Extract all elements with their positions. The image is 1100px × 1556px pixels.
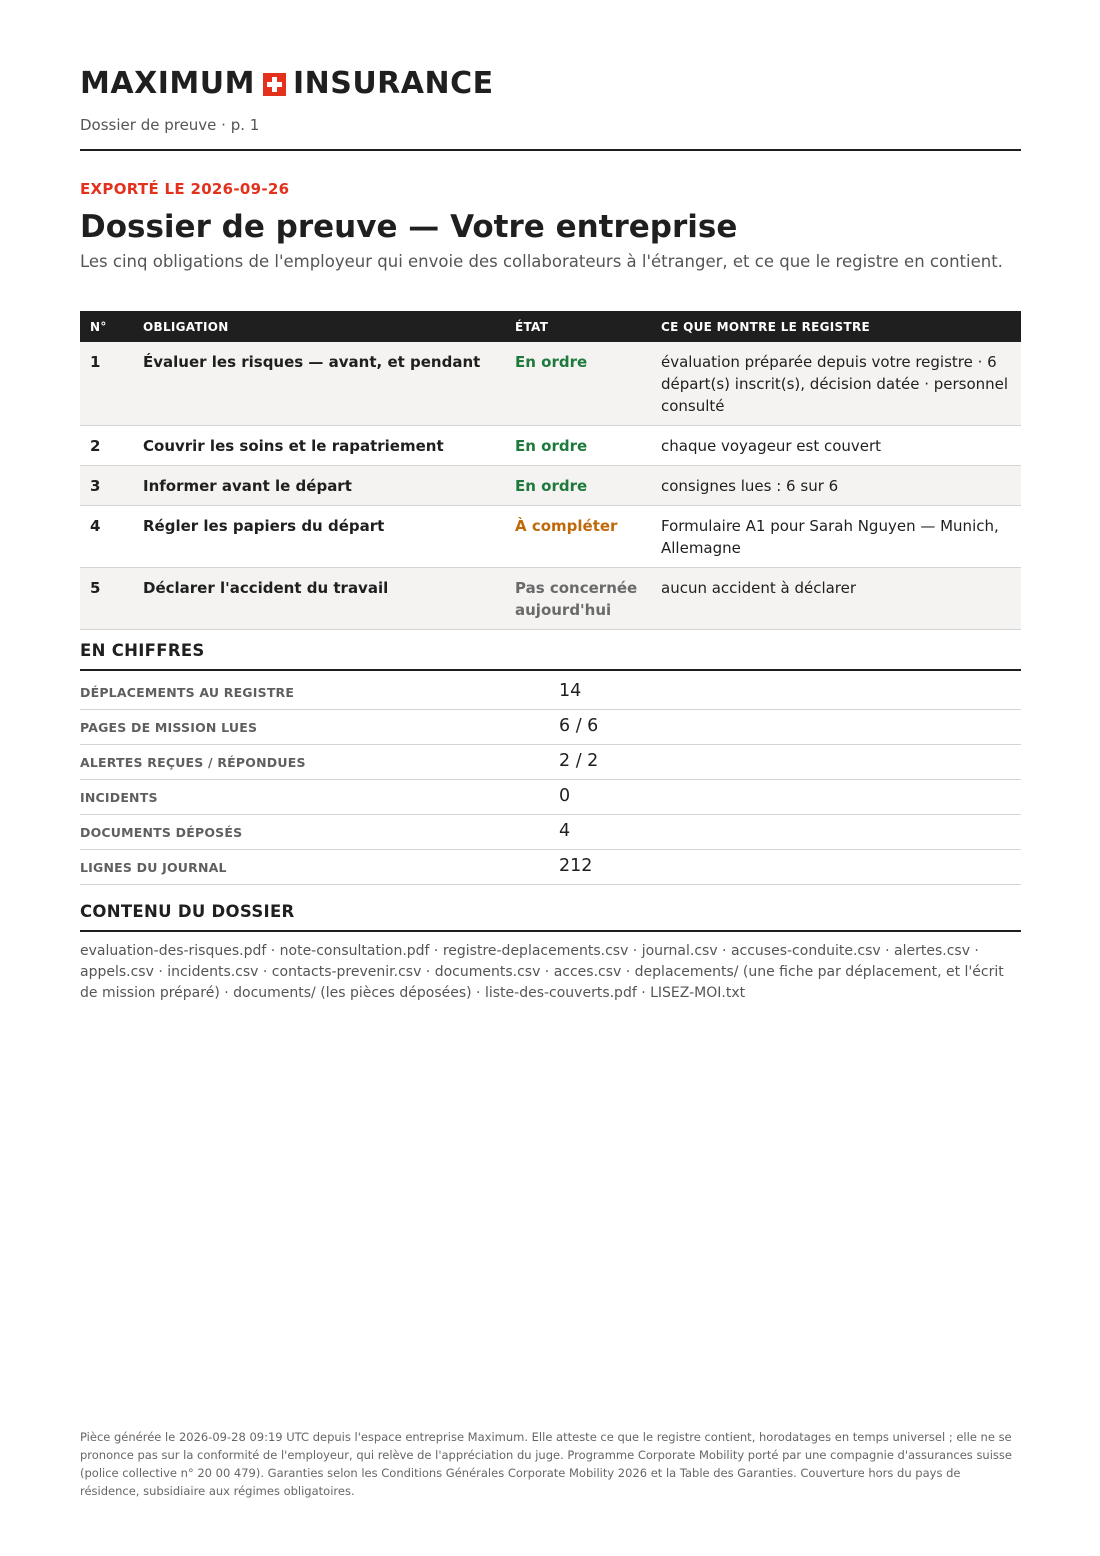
list-item: [80, 780, 1021, 815]
stat-value: 6 / 6: [559, 716, 599, 736]
header-divider: [80, 149, 1021, 151]
footer-legal-note: Pièce générée le 2026-09-28 09:19 UTC depuis l'espace entreprise Maximum. Elle atteste ce que le registre contient, horodatages en temps universel ; elle ne se prononce pas sur la conformité de l'employeur, qui relève de l'appréciation du juge. Programme Corporate Mobility porté par une compagnie d'assurances suisse (police collective n° 20 00 479). Garanties selon les Conditions Générales Corporate Mobility 2026 et la Table des Garanties. Couverture hors du pays de résidence, subsidiaire aux régimes obligatoires.: [80, 1430, 1012, 1498]
row-detail: évaluation préparée depuis votre registre · 6 départ(s) inscrit(s), décision datée · personnel consulté: [651, 342, 1021, 426]
list-item: [80, 675, 1021, 710]
column-header-number: N°: [80, 311, 133, 342]
obligations-table: [80, 311, 1021, 630]
stat-label: PAGES DE MISSION LUES: [80, 720, 258, 735]
stat-label: INCIDENTS: [80, 790, 158, 805]
page-title: Dossier de preuve — Votre entreprise: [80, 209, 738, 245]
status-badge: En ordre: [505, 342, 651, 426]
table-row: [80, 506, 1021, 568]
figures-heading: EN CHIFFRES: [80, 641, 205, 660]
intro-text: Les cinq obligations de l'employeur qui envoie des collaborateurs à l'étranger, et ce que le registre en contient.: [80, 252, 1003, 271]
table-row: [80, 426, 1021, 466]
figures-list: [80, 675, 1021, 885]
column-header-status: ÉTAT: [505, 311, 651, 342]
row-detail: Formulaire A1 pour Sarah Nguyen — Munich, Allemagne: [651, 506, 1021, 568]
row-detail: consignes lues : 6 sur 6: [651, 466, 1021, 506]
row-obligation: Évaluer les risques — avant, et pendant: [133, 342, 505, 426]
contents-divider: [80, 930, 1021, 932]
stat-value: 14: [559, 681, 582, 701]
row-detail: aucun accident à déclarer: [651, 568, 1021, 630]
swiss-cross-icon: [263, 73, 286, 96]
table-row: [80, 568, 1021, 630]
table-row: [80, 342, 1021, 426]
brand-name-left: MAXIMUM: [80, 66, 255, 101]
row-number: 2: [80, 426, 133, 466]
row-obligation: Informer avant le départ: [133, 466, 505, 506]
row-detail: chaque voyageur est couvert: [651, 426, 1021, 466]
row-number: 4: [80, 506, 133, 568]
column-header-registry: CE QUE MONTRE LE REGISTRE: [651, 311, 1021, 342]
row-obligation: Déclarer l'accident du travail: [133, 568, 505, 630]
stat-value: 2 / 2: [559, 751, 599, 771]
row-number: 3: [80, 466, 133, 506]
page-subheading: Dossier de preuve · p. 1: [80, 116, 260, 134]
list-item: [80, 745, 1021, 780]
list-item: [80, 815, 1021, 850]
list-item: [80, 710, 1021, 745]
table-header-row: [80, 311, 1021, 342]
stat-label: ALERTES REÇUES / RÉPONDUES: [80, 755, 306, 770]
contents-file-list: evaluation-des-risques.pdf · note-consultation.pdf · registre-deplacements.csv · journal.csv · accuses-conduite.csv · alertes.csv · appels.csv · incidents.csv · contacts-prevenir.csv · documents.csv · acces.csv · deplacements/ (une fiche par déplacement, et l'écrit de mission préparé) · documents/ (les pièces déposées) · liste-des-couverts.pdf · LISEZ-MOI.txt: [80, 943, 1004, 1001]
stat-value: 212: [559, 856, 593, 876]
row-number: 1: [80, 342, 133, 426]
status-badge: En ordre: [505, 466, 651, 506]
status-badge: En ordre: [505, 426, 651, 466]
row-obligation: Couvrir les soins et le rapatriement: [133, 426, 505, 466]
stat-value: 0: [559, 786, 571, 806]
status-badge: À compléter: [505, 506, 651, 568]
stat-label: LIGNES DU JOURNAL: [80, 860, 227, 875]
list-item: [80, 850, 1021, 885]
brand-logo: [80, 66, 494, 102]
table-row: [80, 466, 1021, 506]
row-number: 5: [80, 568, 133, 630]
stat-label: DÉPLACEMENTS AU REGISTRE: [80, 685, 295, 700]
status-badge: Pas concernée aujourd'hui: [505, 568, 651, 630]
column-header-obligation: OBLIGATION: [133, 311, 505, 342]
row-obligation: Régler les papiers du départ: [133, 506, 505, 568]
brand-name-right: INSURANCE: [292, 66, 494, 101]
stat-value: 4: [559, 821, 571, 841]
stat-label: DOCUMENTS DÉPOSÉS: [80, 825, 243, 840]
contents-heading: CONTENU DU DOSSIER: [80, 902, 295, 921]
export-date: EXPORTÉ LE 2026-09-26: [80, 180, 290, 198]
figures-divider: [80, 669, 1021, 671]
